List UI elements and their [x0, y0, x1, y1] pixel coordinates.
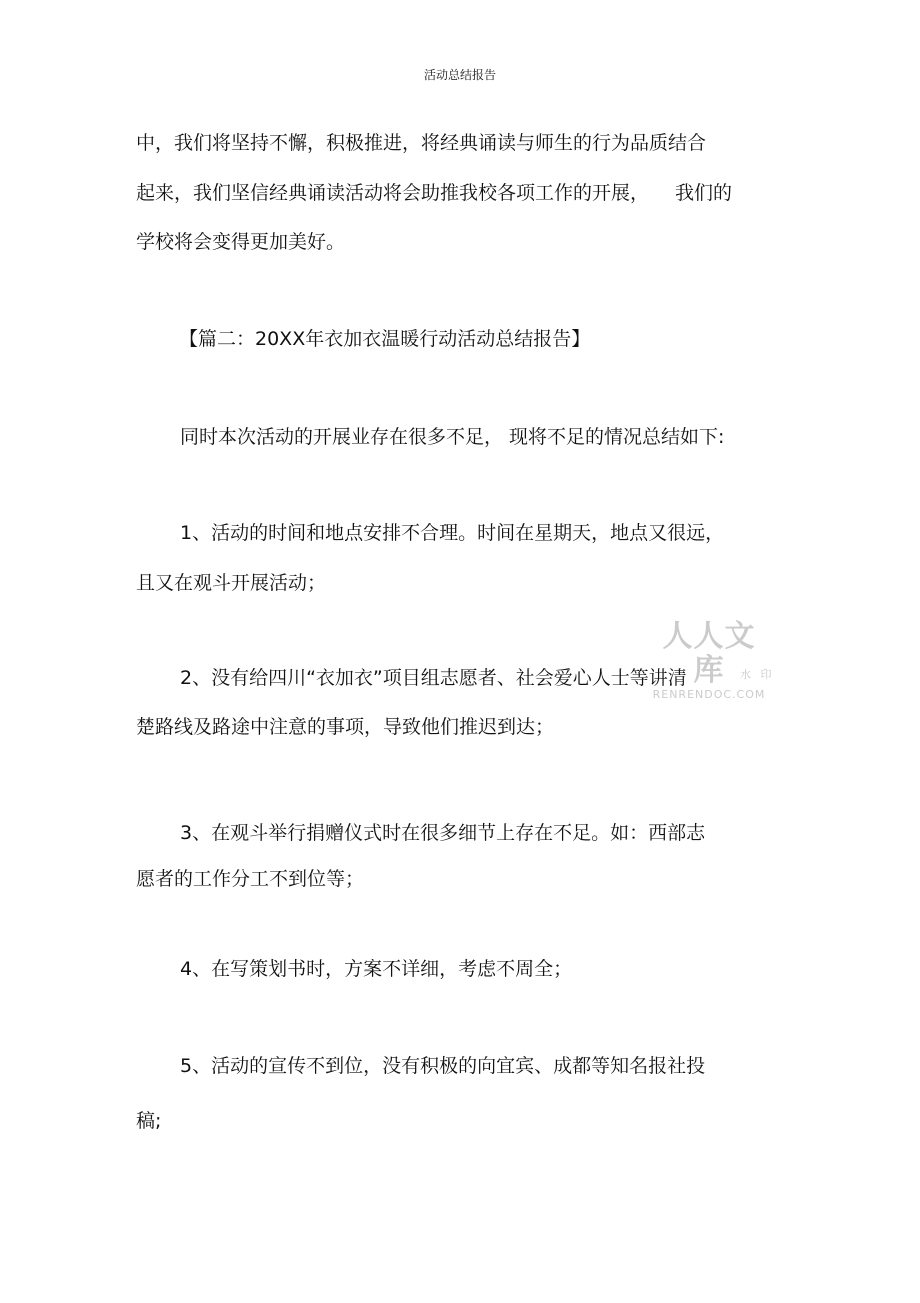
watermark-logo	[648, 620, 770, 701]
item-1-line-2: 且又在观斗开展活动；	[136, 572, 327, 594]
watermark-domain: RENRENDOC.COM	[652, 688, 766, 701]
watermark-brand: 人人文库	[662, 619, 756, 688]
item-1-line-1: 1、活动的时间和地点安排不合理。时间在星期天，地点又很远，	[180, 522, 725, 544]
item-4-line-1: 4、在写策划书时，方案不详细，考虑不周全；	[180, 958, 573, 980]
intro-line-2-part-1: 起来，我们坚信经典诵读活动将会助推我校各项工作的开展，	[136, 182, 650, 204]
page-header: 活动总结报告	[423, 68, 496, 82]
intro-line-2	[136, 180, 732, 206]
item-3-line-2: 愿者的工作分工不到位等；	[136, 868, 365, 890]
item-2-line-1: 2、没有给四川“衣加衣”项目组志愿者、社会爱心人士等讲清	[180, 667, 687, 689]
intro-line-1: 中，我们将坚持不懈，积极推进，将经典诵读与师生的行为品质结合	[136, 132, 707, 154]
item-5-line-1: 5、活动的宣传不到位，没有积极的向宜宾、成都等知名报社投	[180, 1055, 706, 1077]
section-title: 【篇二：20XX年衣加衣温暖行动活动总结报告】	[179, 328, 591, 350]
item-3-line-1: 3、在观斗举行捐赠仪式时在很多细节上存在不足。如：西部志	[180, 822, 706, 844]
summary-line: 同时本次活动的开展业存在很多不足， 现将不足的情况总结如下:	[180, 426, 725, 448]
item-2-line-2: 楚路线及路途中注意的事项，导致他们推迟到达；	[136, 716, 555, 738]
intro-line-2-part-2: 我们的	[675, 182, 733, 204]
item-5-line-2: 稿;	[136, 1110, 162, 1132]
watermark-mark: 水 印	[740, 668, 775, 681]
intro-line-3: 学校将会变得更加美好。	[136, 231, 346, 253]
